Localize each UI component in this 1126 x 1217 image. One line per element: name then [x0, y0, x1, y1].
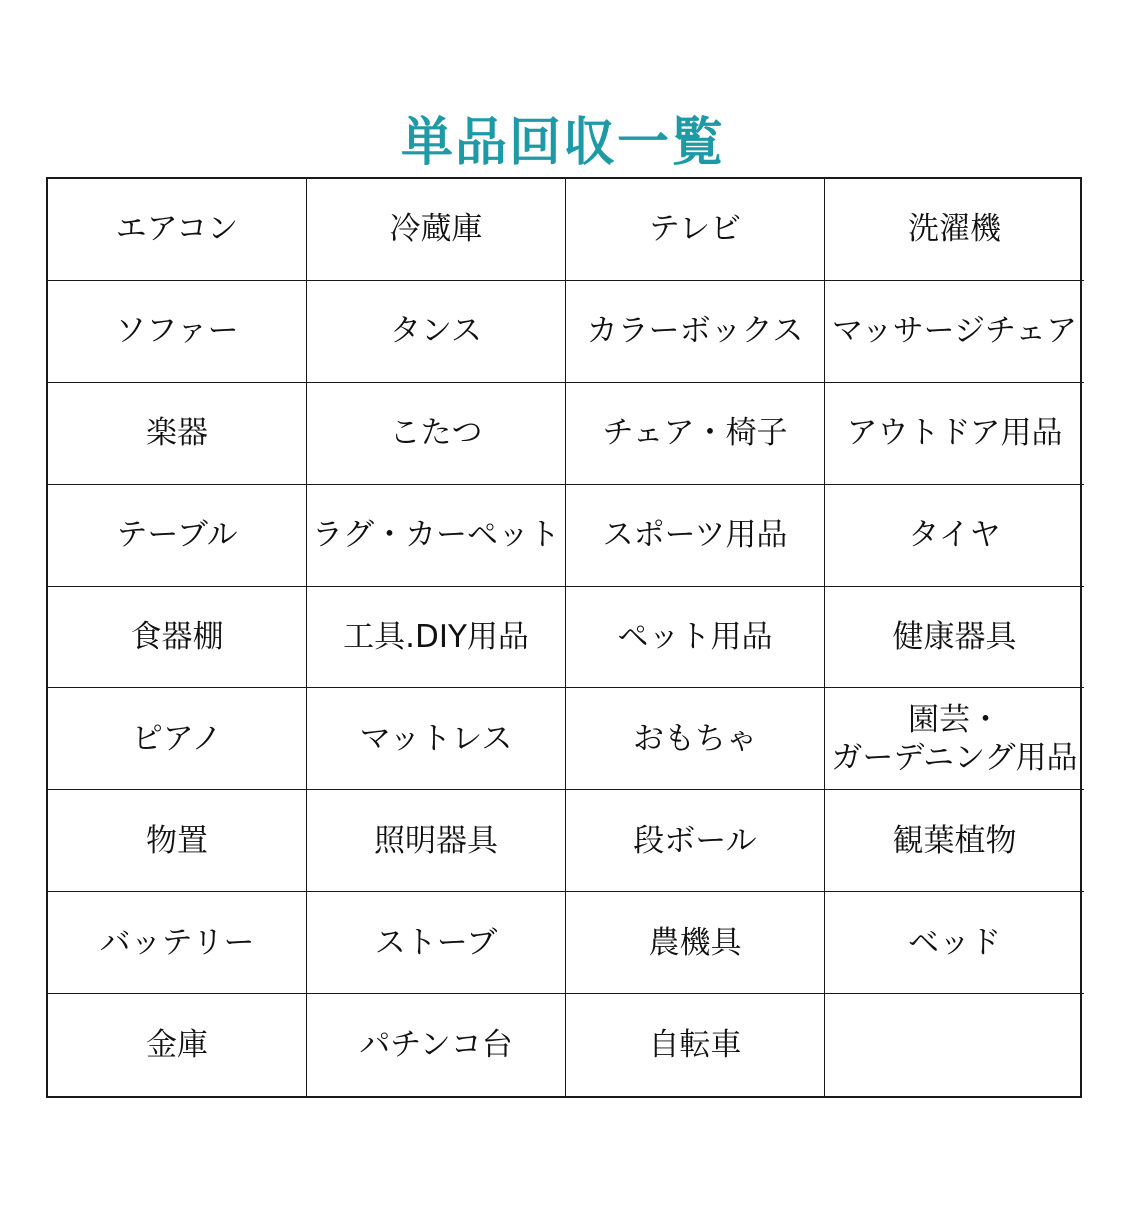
grid-cell	[825, 994, 1084, 1096]
grid-cell: 食器棚	[48, 587, 307, 689]
grid-cell: スポーツ用品	[566, 485, 825, 587]
grid-cell: バッテリー	[48, 892, 307, 994]
grid-cell: テレビ	[566, 179, 825, 281]
grid-cell: 観葉植物	[825, 790, 1084, 892]
grid-cell: ストーブ	[307, 892, 566, 994]
item-grid	[46, 177, 1082, 1098]
grid-cell: 自転車	[566, 994, 825, 1096]
grid-cell: チェア・椅子	[566, 383, 825, 485]
grid-cell: タイヤ	[825, 485, 1084, 587]
grid-cell: パチンコ台	[307, 994, 566, 1096]
grid-cell: 段ボール	[566, 790, 825, 892]
page-title: 単品回収一覧	[400, 112, 725, 173]
grid-cell: アウトドア用品	[825, 383, 1084, 485]
grid-cell: おもちゃ	[566, 688, 825, 790]
grid-cell: テーブル	[48, 485, 307, 587]
grid-cell: 照明器具	[307, 790, 566, 892]
grid-cell: ソファー	[48, 281, 307, 383]
grid-cell: 金庫	[48, 994, 307, 1096]
grid-cell: 園芸・ ガーデニング用品	[825, 688, 1084, 790]
grid-cell: 物置	[48, 790, 307, 892]
grid-cell: ピアノ	[48, 688, 307, 790]
grid-cell: マットレス	[307, 688, 566, 790]
grid-cell: マッサージチェア	[825, 281, 1084, 383]
grid-cell: 農機具	[566, 892, 825, 994]
grid-cell: エアコン	[48, 179, 307, 281]
grid-cell: 健康器具	[825, 587, 1084, 689]
grid-cell: 洗濯機	[825, 179, 1084, 281]
grid-cell: 冷蔵庫	[307, 179, 566, 281]
grid-cell: こたつ	[307, 383, 566, 485]
grid-cell: ベッド	[825, 892, 1084, 994]
grid-cell: 楽器	[48, 383, 307, 485]
grid-cell: ペット用品	[566, 587, 825, 689]
grid-cell: ラグ・カーペット	[307, 485, 566, 587]
grid-cell: カラーボックス	[566, 281, 825, 383]
grid-cell: 工具.DIY用品	[307, 587, 566, 689]
grid-cell: タンス	[307, 281, 566, 383]
